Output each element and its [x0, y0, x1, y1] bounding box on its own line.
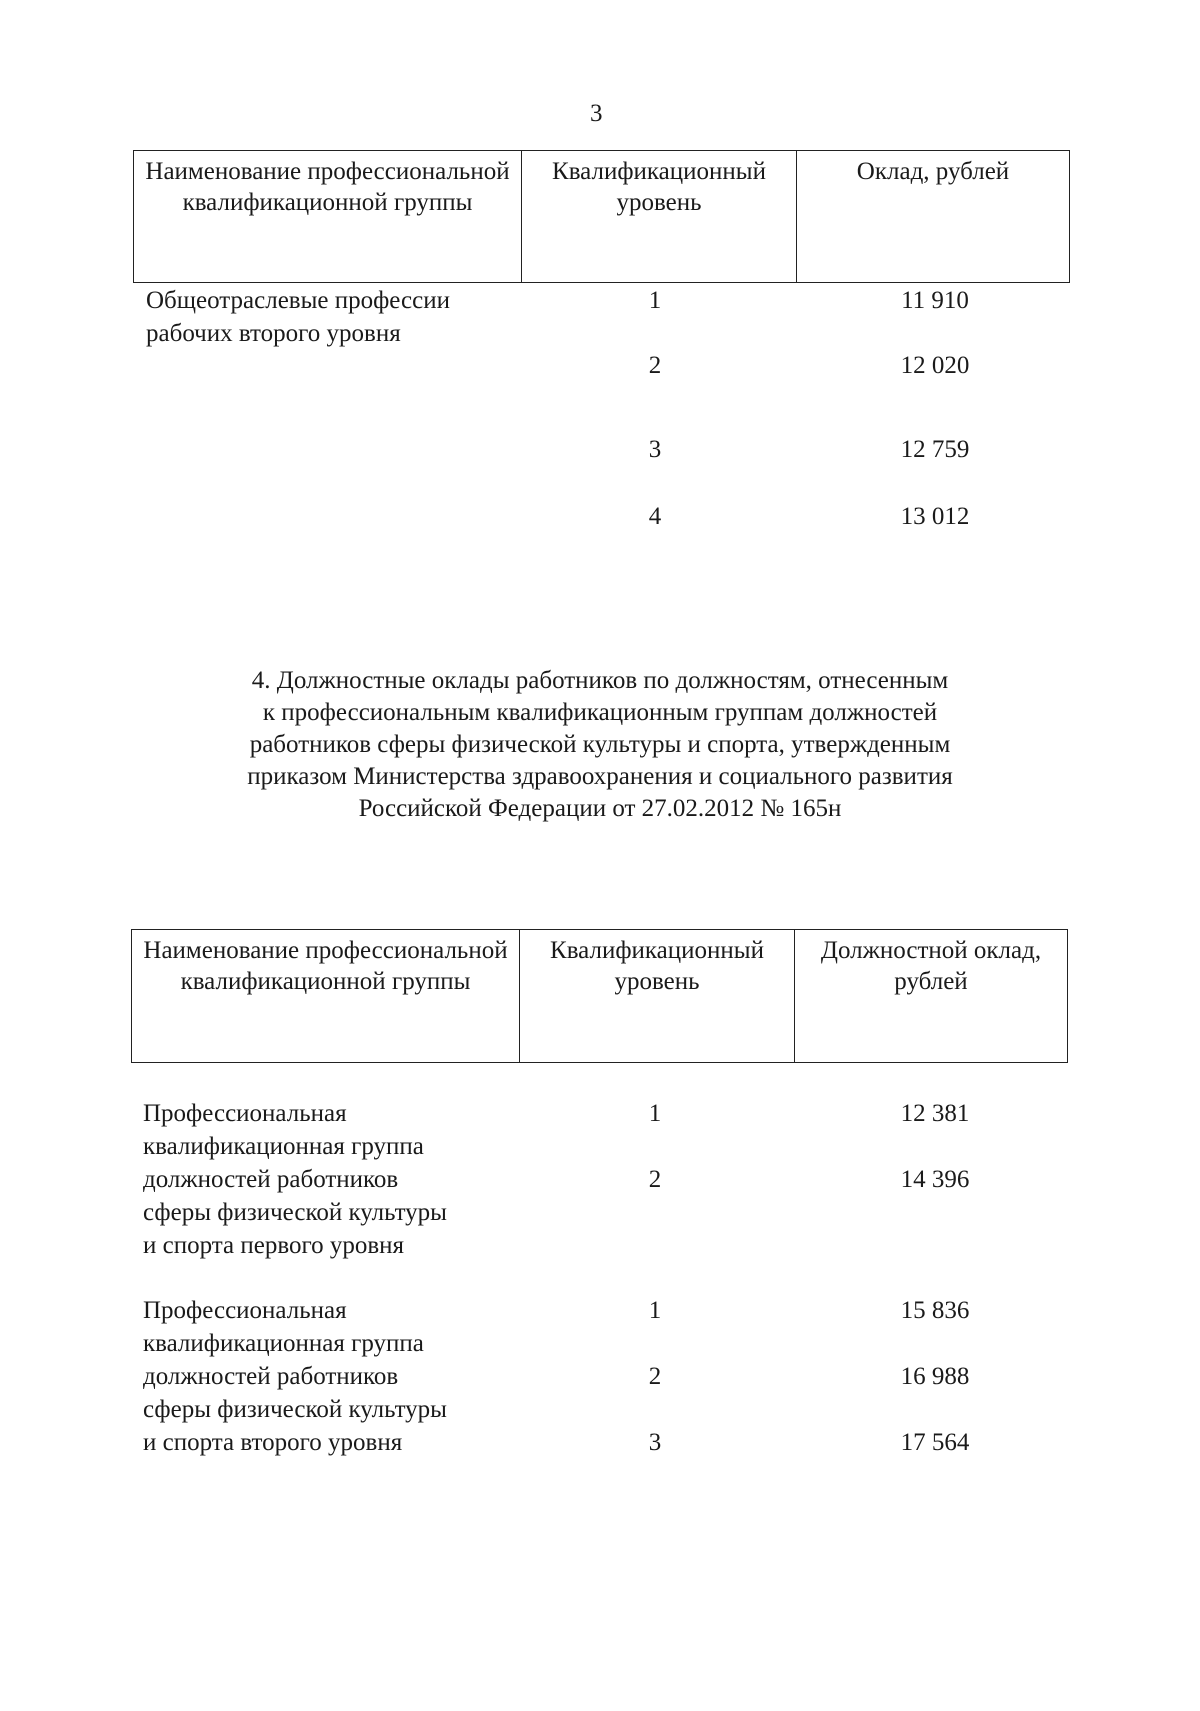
table2-group2-line: должностей работников	[143, 1363, 399, 1390]
section-heading-line: к профессиональным квалификационным группам должностей	[262, 699, 938, 726]
table2-salary: 17 564	[900, 1429, 970, 1456]
table2-level: 1	[648, 1297, 662, 1324]
table1-header-salary: Оклад, рублей	[796, 151, 1069, 282]
table2-group2-line: Профессиональная	[143, 1297, 347, 1324]
table1-level: 3	[648, 436, 662, 463]
table1-salary: 13 012	[900, 503, 970, 530]
table2-header-level: Квалификационный уровень	[519, 930, 794, 1062]
table2-header-group: Наименование профессиональной квалификационной группы	[143, 937, 508, 995]
table2-level: 3	[648, 1429, 662, 1456]
table1-group-line: рабочих второго уровня	[146, 320, 401, 347]
table2-group1-line: должностей работников	[143, 1166, 399, 1193]
page-number: 3	[590, 100, 603, 127]
table1-header-group: Наименование профессиональной квалификационной группы	[145, 158, 510, 216]
table1-salary: 11 910	[901, 287, 969, 314]
table1-level: 1	[648, 287, 662, 314]
table2-group1-line: Профессиональная	[143, 1100, 347, 1127]
section-heading-line: Российской Федерации от 27.02.2012 № 165н	[358, 795, 842, 822]
table2-level: 2	[648, 1166, 662, 1193]
section-heading-line: 4. Должностные оклады работников по должностям, отнесенным	[251, 667, 949, 694]
table2-group1-line: сферы физической культуры	[143, 1199, 447, 1226]
section-heading	[130, 665, 1070, 825]
table2-level: 2	[648, 1363, 662, 1390]
table1-level: 2	[648, 352, 662, 379]
table1-group-line: Общеотраслевые профессии	[146, 287, 450, 314]
table2-salary: 12 381	[900, 1100, 970, 1127]
table1-level: 4	[648, 503, 662, 530]
table2-salary: 15 836	[900, 1297, 970, 1324]
table2-group1-line: и спорта первого уровня	[143, 1232, 405, 1259]
table2-group2-line: квалификационная группа	[143, 1330, 424, 1357]
table1-salary: 12 759	[900, 436, 970, 463]
table2-header-salary: Должностной оклад, рублей	[794, 930, 1067, 1062]
table2-group2-line: сферы физической культуры	[143, 1396, 447, 1423]
table2-level: 1	[648, 1100, 662, 1127]
section-heading-line: работников сферы физической культуры и спорта, утвержденным	[249, 731, 951, 758]
section-heading-line: приказом Министерства здравоохранения и социального развития	[247, 763, 953, 790]
table1-salary: 12 020	[900, 352, 970, 379]
table2-header	[131, 929, 1068, 1063]
table2-group1-line: квалификационная группа	[143, 1133, 424, 1160]
table1-header	[133, 150, 1070, 283]
table2-salary: 14 396	[900, 1166, 970, 1193]
table2-group2-line: и спорта второго уровня	[143, 1429, 403, 1456]
table1-header-level: Квалификационный уровень	[521, 151, 796, 282]
table2-salary: 16 988	[900, 1363, 970, 1390]
